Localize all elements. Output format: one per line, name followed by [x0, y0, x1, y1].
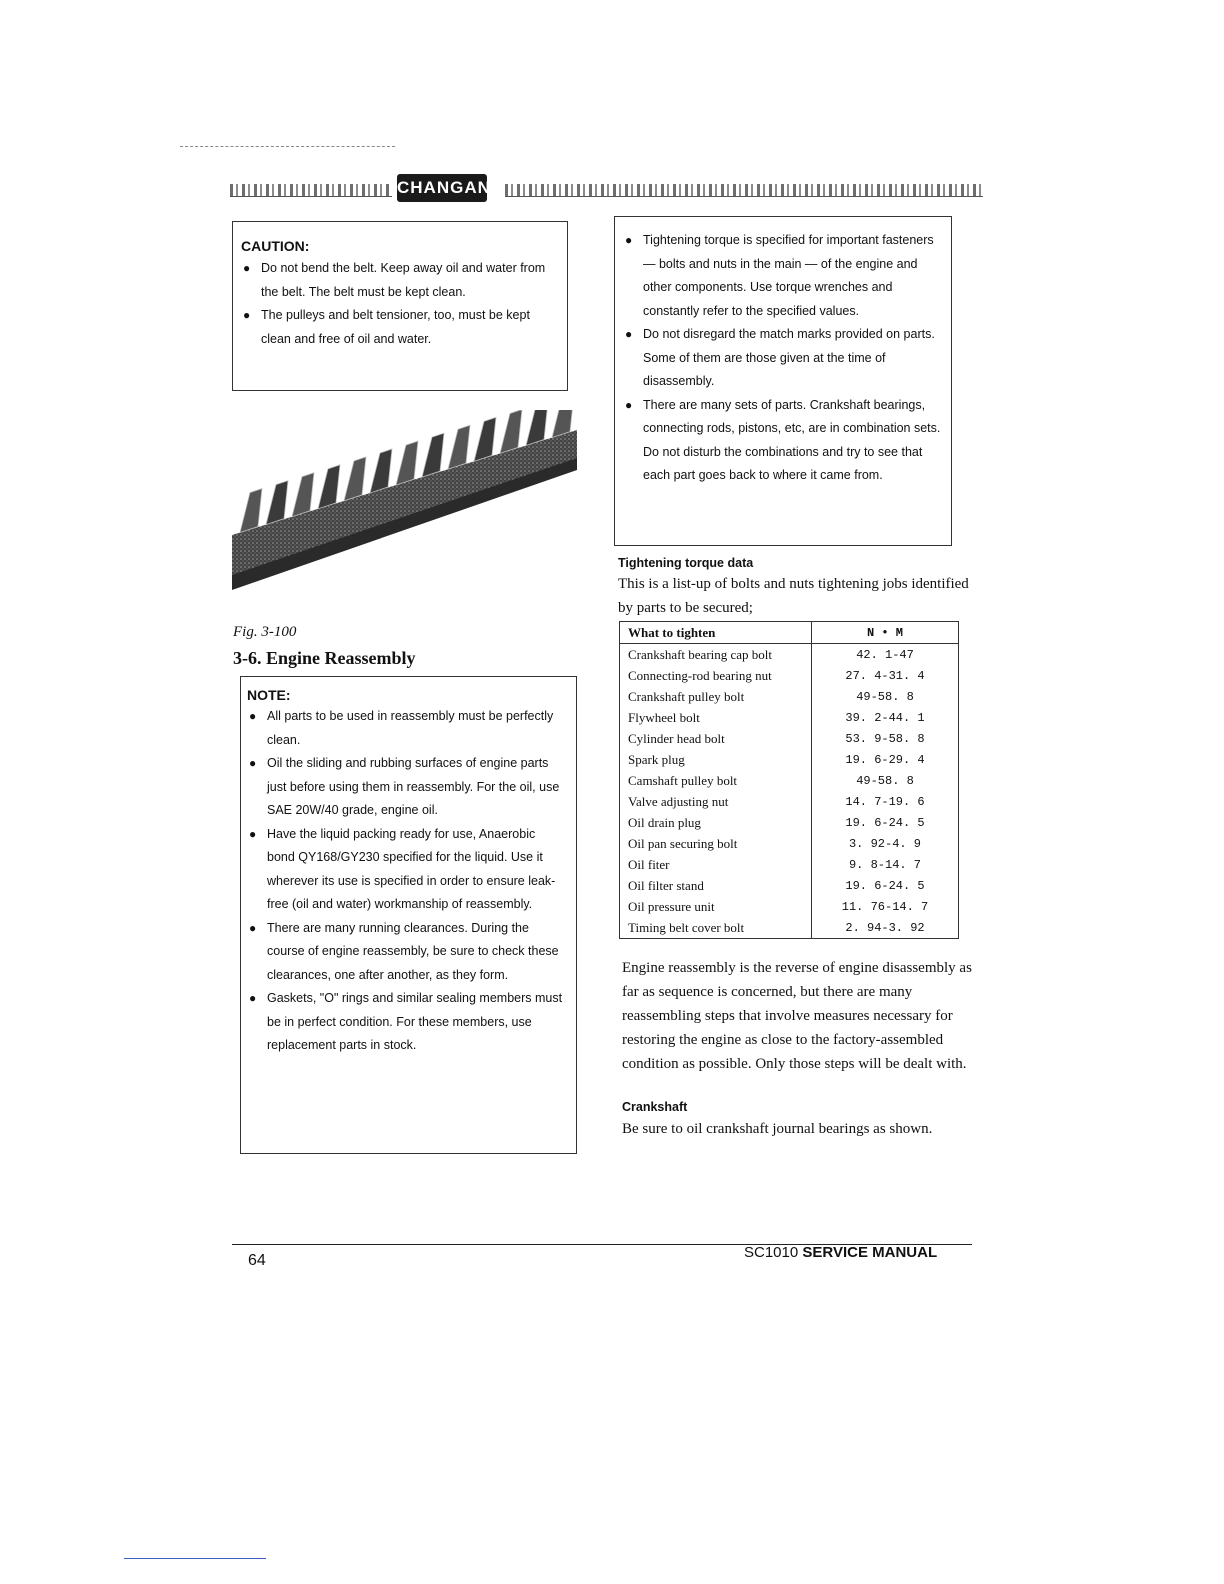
belt-tooth [448, 425, 470, 469]
note-item: ● Have the liquid packing ready for use, Anaerobic bond QY168/GY230 specified for the liquid. Use it wherever its use is specified in order to ensure leak-free (oil and water) workmanship of reassembly. [247, 823, 566, 917]
crankshaft-title: Crankshaft [622, 1100, 688, 1114]
crankshaft-paragraph: Be sure to oil crankshaft journal bearings as shown. [622, 1121, 933, 1137]
torque-item: Oil drain plug [628, 814, 701, 830]
torque-item: Timing belt cover bolt [628, 919, 745, 935]
caution-list [241, 257, 557, 351]
caution-box [232, 221, 568, 391]
table-row [620, 791, 958, 812]
torque-item: Connecting-rod bearing nut [628, 667, 772, 683]
tightening-notes-list [623, 229, 941, 488]
column-header-item: What to tighten [620, 622, 812, 644]
torque-value: 49-58. 8 [812, 770, 959, 791]
torque-item: Crankshaft pulley bolt [628, 688, 745, 704]
table-row [620, 665, 958, 686]
table-row [620, 917, 958, 938]
note-title: NOTE: [247, 687, 291, 703]
belt-tooth [240, 489, 262, 533]
brand-logo: CHANGAN [397, 174, 487, 202]
table-row [620, 749, 958, 770]
note-box [240, 676, 577, 1154]
torque-value: 2. 94-3. 92 [812, 917, 959, 938]
torque-value: 53. 9-58. 8 [812, 728, 959, 749]
table-row [620, 812, 958, 833]
tightening-note-item: ● There are many sets of parts. Crankshaft bearings, connecting rods, pistons, etc, are in combination sets. Do not disturb the combinations and try to see that each part goes back to where it came from. [623, 394, 941, 488]
belt-tooth [474, 417, 496, 461]
torque-table [620, 622, 958, 938]
figure-caption: Fig. 3-100 [233, 624, 297, 640]
table-row [620, 896, 958, 917]
header-ornament-left [230, 184, 392, 197]
column-header-value: N • M [812, 622, 959, 644]
torque-item: Oil filter stand [628, 877, 704, 893]
table-row [620, 833, 958, 854]
torque-item: Spark plug [628, 751, 685, 767]
torque-value: 11. 76-14. 7 [812, 896, 959, 917]
torque-value: 19. 6-29. 4 [812, 749, 959, 770]
note-list [247, 705, 566, 1058]
table-header-row [620, 622, 958, 644]
tightening-notes-box [614, 216, 952, 546]
caution-title: CAUTION: [241, 238, 310, 254]
timing-belt-figure [232, 410, 577, 595]
belt-tooth [500, 410, 522, 453]
torque-item: Camshaft pulley bolt [628, 772, 738, 788]
table-row [620, 854, 958, 875]
torque-item: Oil pressure unit [628, 898, 715, 914]
torque-item: Cylinder head bolt [628, 730, 725, 746]
torque-item: Flywheel bolt [628, 709, 700, 725]
torque-value: 39. 2-44. 1 [812, 707, 959, 728]
caution-item: ● Do not bend the belt. Keep away oil and water from the belt. The belt must be kept clean. [241, 257, 557, 304]
page-number: 64 [248, 1252, 266, 1269]
scan-artifact-line [180, 146, 395, 147]
belt-tooth [370, 449, 392, 493]
belt-tooth [266, 481, 288, 525]
torque-item: Valve adjusting nut [628, 793, 729, 809]
torque-value: 14. 7-19. 6 [812, 791, 959, 812]
belt-tooth [292, 473, 314, 517]
reassembly-paragraph: Engine reassembly is the reverse of engine disassembly as far as sequence is concerned, but there are many reassembling steps that involve measures necessary for restoring the engine as close to the factory-assembled condition as possible. Only those steps will be dealt with. [622, 960, 972, 1072]
tightening-note-item: ● Tightening torque is specified for important fasteners — bolts and nuts in the main — of the engine and other components. Use torque wrenches and constantly refer to the specified values. [623, 229, 941, 323]
note-item: ● Oil the sliding and rubbing surfaces of engine parts just before using them in reassembly. For the oil, use SAE 20W/40 grade, engine oil. [247, 752, 566, 823]
table-row [620, 770, 958, 791]
table-row [620, 707, 958, 728]
torque-table-frame [619, 621, 959, 939]
tightening-note-item: ● Do not disregard the match marks provided on parts. Some of them are those given at the time of disassembly. [623, 323, 941, 394]
torque-value: 19. 6-24. 5 [812, 875, 959, 896]
torque-item: Oil fiter [628, 856, 670, 872]
table-row [620, 644, 958, 666]
note-item: ● All parts to be used in reassembly must be perfectly clean. [247, 705, 566, 752]
torque-item: Crankshaft bearing cap bolt [628, 646, 773, 662]
belt-tooth [344, 457, 366, 501]
torque-value: 3. 92-4. 9 [812, 833, 959, 854]
note-item: ● There are many running clearances. During the course of engine reassembly, be sure to check these clearances, one after another, as they form. [247, 917, 566, 988]
table-row [620, 728, 958, 749]
caution-item: ● The pulleys and belt tensioner, too, must be kept clean and free of oil and water. [241, 304, 557, 351]
section-title: 3-6. Engine Reassembly [233, 648, 416, 668]
table-row [620, 875, 958, 896]
torque-data-title: Tightening torque data [618, 556, 754, 570]
torque-value: 42. 1-47 [812, 644, 959, 666]
manual-title [744, 1244, 937, 1261]
note-item: ● Gaskets, "O" rings and similar sealing members must be in perfect condition. For these members, use replacement parts in stock. [247, 987, 566, 1058]
torque-value: 9. 8-14. 7 [812, 854, 959, 875]
torque-item: Oil pan securing bolt [628, 835, 738, 851]
scan-artifact-bottom-line [124, 1558, 266, 1559]
table-row [620, 686, 958, 707]
belt-tooth [396, 441, 418, 485]
belt-tooth [422, 433, 444, 477]
torque-value: 27. 4-31. 4 [812, 665, 959, 686]
torque-value: 19. 6-24. 5 [812, 812, 959, 833]
header-ornament-right [505, 184, 983, 197]
manual-code: SC1010 [744, 1244, 799, 1261]
torque-intro: This is a list-up of bolts and nuts tightening jobs identified by parts to be secured; [618, 576, 969, 616]
torque-value: 49-58. 8 [812, 686, 959, 707]
manual-label: SERVICE MANUAL [802, 1244, 938, 1261]
belt-tooth [318, 465, 340, 509]
